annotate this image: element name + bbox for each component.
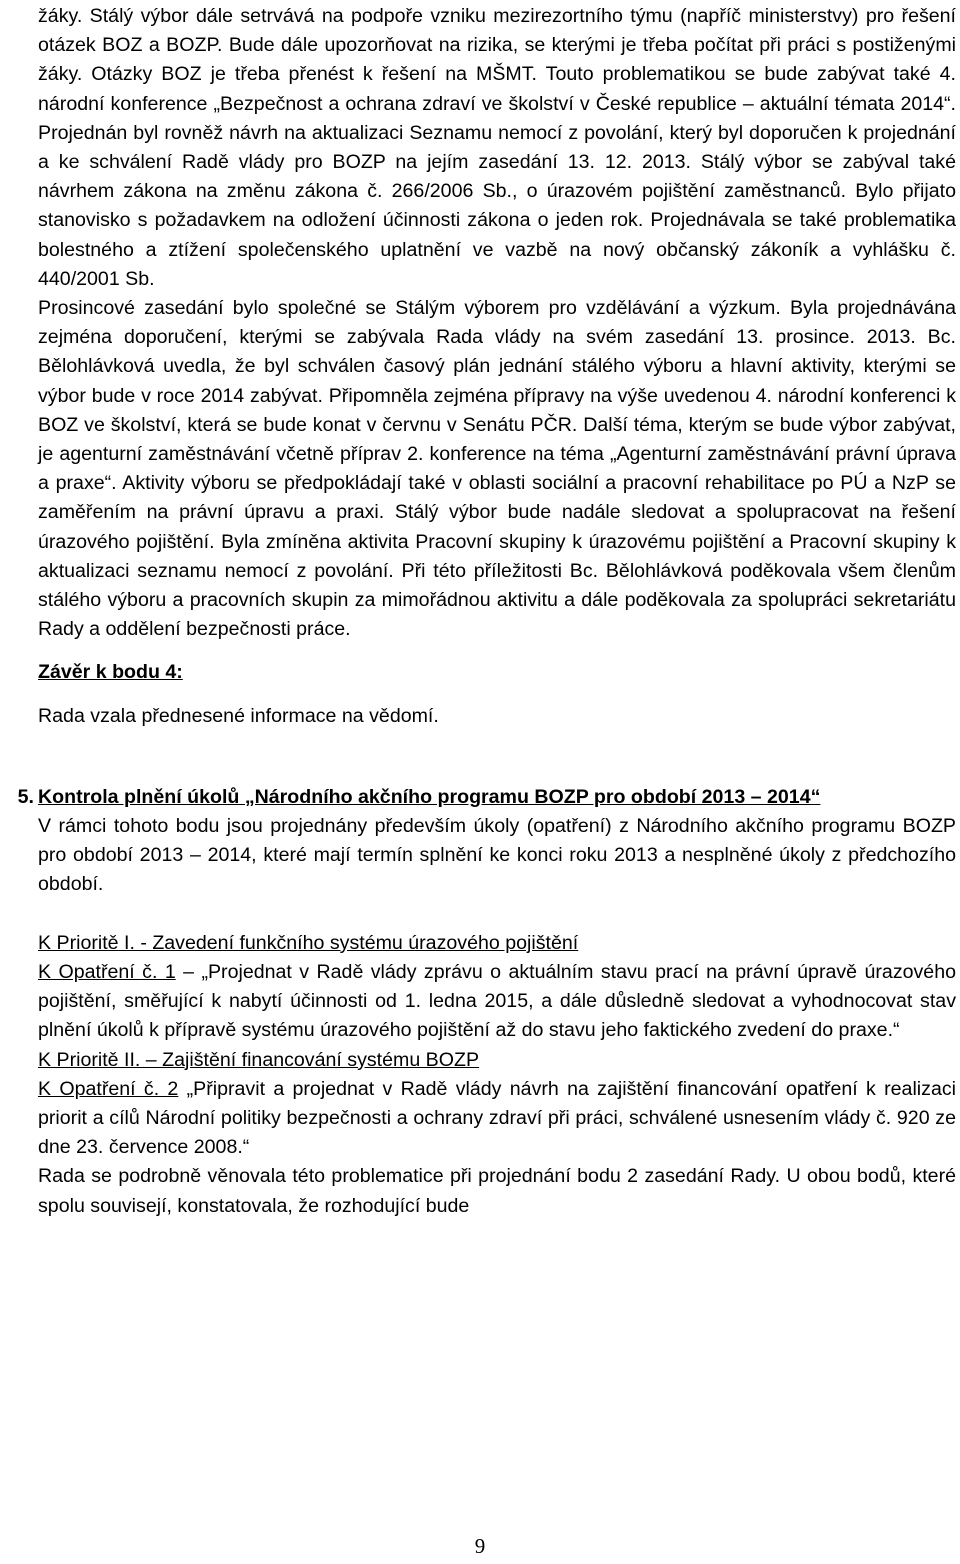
paragraph-intro: žáky. Stálý výbor dále setrvává na podpoře vzniku mezirezortního týmu (napříč ministerstvy) pro řešení otázek BOZ a BOZP. Bude dále upozorňovat na rizika, se kterými je třeba počítat při práci s postiženými žáky. Otázky BOZ je třeba přenést k řešení na MŠMT. Touto problematikou se bude zabývat také 4. národní konference „Bezpečnost a ochrana zdraví ve školství v České republice – aktuální témata 2014“. Projednán byl rovněž návrh na aktualizaci Seznamu nemocí z povolání, který byl doporučen k projednání a ke schválení Radě vlády pro BOZP na jejím zasedání 13. 12. 2013. Stálý výbor se zabýval také návrhem zákona na změnu zákona č. 266/2006 Sb., o úrazovém pojištění zaměstnanců. Bylo přijato stanovisko s požadavkem na odložení účinnosti zákona o jeden rok. Projednávala se také problematika bolestného a ztížení společenského uplatnění ve vazbě na nový občanský zákoník a vyhlášku č. 440/2001 Sb.: [38, 5, 956, 290]
conclusion-heading-text: Závěr k bodu 4:: [38, 661, 183, 684]
final-paragraph: Rada se podrobně věnovala této problematice při projednání bodu 2 zasedání Rady. U obou bodů, které spolu souvisejí, konstatovala, že rozhodující bude: [38, 1165, 956, 1217]
priority-2-heading: [38, 1046, 956, 1075]
agenda-item-title: Kontrola plnění úkolů „Národního akčního programu BOZP pro období 2013 – 2014“: [38, 785, 821, 808]
measure-2-label: K Opatření č. 2: [38, 1077, 179, 1100]
measure-1: [38, 958, 956, 1046]
priority-1-heading: [38, 929, 956, 958]
priority-1-heading-text: K Prioritě I. - Zavedení funkčního systému úrazového pojištění: [38, 931, 579, 954]
measure-2: [38, 1075, 956, 1163]
measure-1-text: – „Projednat v Radě vlády zprávu o aktuálním stavu prací na právní úpravě úrazového pojištění, směřující k nabytí účinnosti od 1. ledna 2015, a dále důsledně sledovat a vyhodnocovat stav plnění úkolů k přípravě systému úrazového pojištění až do stavu jeho faktického zvedení do praxe.“: [38, 960, 956, 1042]
agenda-item-5: [17, 783, 957, 1221]
agenda-item-text: V rámci tohoto bodu jsou projednány především úkoly (opatření) z Národního akčního programu BOZP pro období 2013 – 2014, které mají termín splnění ke konci roku 2013 a nesplněné úkoly z předchozího období.: [38, 815, 956, 896]
conclusion-text: Rada vzala přednesené informace na vědomí.: [38, 704, 439, 727]
paragraph-december-meeting: Prosincové zasedání bylo společné se Stálým výborem pro vzdělávání a výzkum. Byla projednávána zejména doporučení, kterými se zabývala Rada vlády na svém zasedání 13. prosince. 2013. Bc. Bělohlávková uvedla, že byl schválen časový plán jednání stálého výboru a hlavní aktivity, kterými se výbor bude v roce 2014 zabývat. Připomněla zejména přípravy na výše uvedenou 4. národní konferenci k BOZ ve školství, která se bude konat v červnu v Senátu PČR. Další téma, kterým se bude výbor zabývat, je agenturní zaměstnávání včetně příprav 2. konference na téma „Agenturní zaměstnávání právní úprava a praxe“. Aktivity výboru se předpokládají také v oblasti sociální a pracovní rehabilitace po PÚ a NzP se zaměřením na právní úpravu a praxi. Stálý výbor bude nadále sledovat a spolupracovat na řešení úrazového pojištění. Byla zmíněna aktivita Pracovní skupiny k úrazovému pojištění a Pracovní skupiny k aktualizaci seznamu nemocí z povolání. Při této příležitosti Bc. Bělohlávková poděkovala všem členům stálého výboru a pracovních skupin za mimořádnou aktivitu a dále poděkovala za spolupráci sekretariátu Rady a oddělení bezpečnosti práce.: [38, 297, 956, 641]
page-number: 9: [474, 1534, 486, 1558]
document-page: [17, 2, 957, 1221]
measure-1-label: K Opatření č. 1: [38, 960, 176, 983]
agenda-item-number: 5.: [17, 785, 34, 808]
conclusion-heading: [38, 658, 956, 687]
measure-2-text: „Připravit a projednat v Radě vlády návrh na zajištění financování opatření k realizaci priorit a cílů Národní politiky bezpečnosti a ochrany zdraví při práci, schválené usnesením vlády č. 920 ze dne 23. července 2008.“: [38, 1077, 957, 1159]
priority-2-heading-text: K Prioritě II. – Zajištění financování systému BOZP: [38, 1048, 480, 1071]
